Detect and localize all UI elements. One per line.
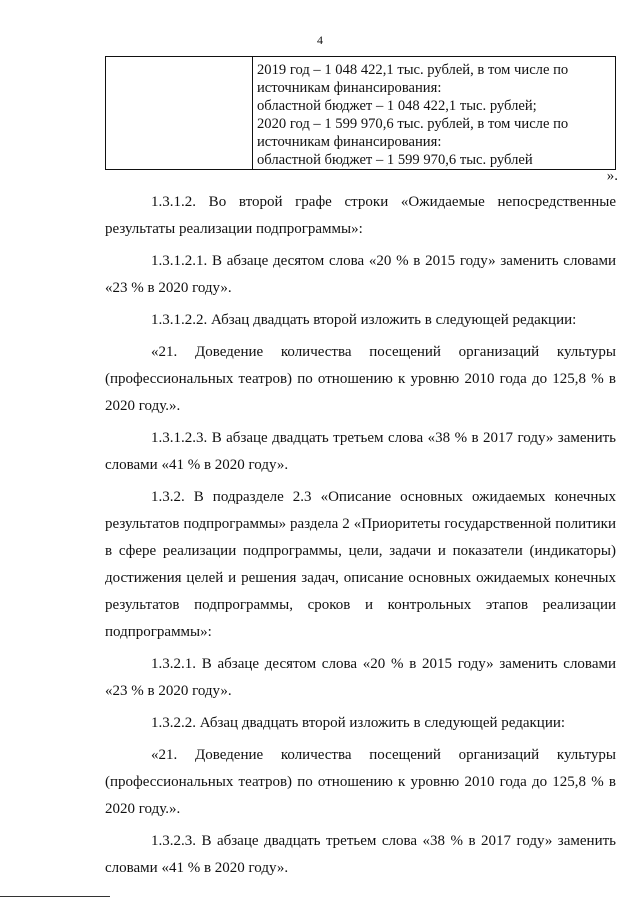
table-row <box>106 57 616 170</box>
paragraph: 1.3.2. В подразделе 2.3 «Описание основных ожидаемых конечных результатов подпрограммы» раздела 2 «Приоритеты государственной политики в сфере реализации подпрограммы, цели, задачи и показатели (индикаторы) достижения целей и решения задач, описание основных ожидаемых конечных результатов подпрограммы, сроков и контрольных этапов реализации подпрограммы»: <box>105 489 616 640</box>
paragraph: «21. Доведение количества посещений организаций культуры (профессиональных театров) по отношению к уровню 2010 года до 125,8 % в 2020 году.». <box>105 747 616 817</box>
document-body <box>105 189 616 887</box>
paragraph: 1.3.2.2. Абзац двадцать второй изложить в следующей редакции: <box>151 715 566 731</box>
funding-line: 2020 год – 1 599 970,6 тыс. рублей, в том числе по <box>257 116 569 132</box>
paragraph: 1.3.1.2.2. Абзац двадцать второй изложить в следующей редакции: <box>151 312 577 328</box>
closing-quote: ». <box>606 168 618 184</box>
paragraph: 1.3.2.1. В абзаце десятом слова «20 % в 2015 году» заменить словами «23 % в 2020 году». <box>105 656 616 699</box>
paragraph: 1.3.1.2. Во второй графе строки «Ожидаемые непосредственные результаты реализации подпрограммы»: <box>105 194 616 237</box>
funding-line: областной бюджет – 1 599 970,6 тыс. рублей <box>257 152 533 168</box>
funding-line: источникам финансирования: <box>257 134 442 150</box>
paragraph: 1.3.1.2.1. В абзаце десятом слова «20 % в 2015 году» заменить словами «23 % в 2020 году». <box>105 253 616 296</box>
funding-table <box>105 56 616 170</box>
footnote-separator <box>0 896 110 897</box>
funding-line: источникам финансирования: <box>257 80 442 96</box>
page-number: 4 <box>317 33 323 47</box>
table-cell-funding <box>253 57 616 170</box>
paragraph: «21. Доведение количества посещений организаций культуры (профессиональных театров) по отношению к уровню 2010 года до 125,8 % в 2020 году.». <box>105 344 616 414</box>
paragraph: 1.3.1.2.3. В абзаце двадцать третьем слова «38 % в 2017 году» заменить словами «41 % в 2020 году». <box>105 430 616 473</box>
funding-line: областной бюджет – 1 048 422,1 тыс. рублей; <box>257 98 537 114</box>
funding-line: 2019 год – 1 048 422,1 тыс. рублей, в том числе по <box>257 62 569 78</box>
table-cell-empty <box>106 57 253 170</box>
paragraph: 1.3.2.3. В абзаце двадцать третьем слова «38 % в 2017 году» заменить словами «41 % в 2020 году». <box>105 833 616 876</box>
